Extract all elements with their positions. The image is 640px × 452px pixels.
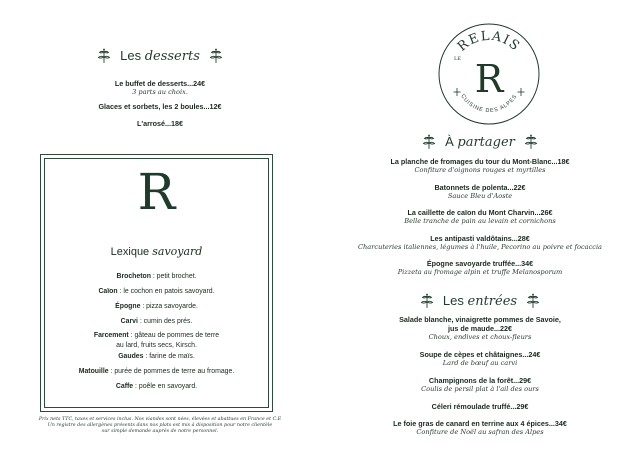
entree-item <box>320 315 640 342</box>
item-name: Soupe de cèpes et châtaignes...24€ <box>419 350 541 359</box>
entree-item <box>320 350 640 368</box>
lexique-entry: Caïon : le cochon en patois savoyard. <box>98 288 215 295</box>
lexique-logo-letter: R <box>137 163 176 221</box>
logo-letter: R <box>474 57 504 101</box>
item-name: Céleri rémoulade truffé...29€ <box>431 402 529 411</box>
item-desc: Sauce Bleu d'Aoste <box>447 192 513 200</box>
item-desc: Confiture de Noël au safran des Alpes <box>416 428 544 436</box>
sprig-icon <box>208 48 224 64</box>
item-name: La caillette de caïon du Mont Charvin...26€ <box>407 208 553 217</box>
item-desc: Confiture d'oignons rouges et myrtilles <box>414 166 546 174</box>
dessert-desc: 3 parts au choix. <box>132 88 188 96</box>
item-name: Champignons de la forêt...29€ <box>428 376 532 385</box>
partager-title: À partager <box>445 134 515 150</box>
footnote-line: Un registre des allergènes présents dans nos plats est mis à disposition pour notre clientèle <box>47 423 273 428</box>
lexique-title: Lexique savoyard <box>110 245 203 258</box>
lexique-box <box>40 154 273 412</box>
logo-small-text: LE <box>454 56 461 62</box>
item-name: Épogne savoyarde truffée...34€ <box>426 259 534 268</box>
item-desc: Lard de bœuf au carvi <box>442 359 518 367</box>
sprig-icon <box>419 293 435 309</box>
item-desc: Charcuteries italiennes, légumes à l'huile, Pecorino au poivre et focaccia <box>358 243 602 251</box>
dessert-item <box>0 102 320 111</box>
lexique-entry: Brocheton : petit brochet. <box>116 273 197 280</box>
right-page <box>320 0 640 452</box>
desserts-title: Les desserts <box>120 48 200 64</box>
sprig-icon <box>523 134 539 150</box>
item-name: Salade blanche, vinaigrette pommes de Savoie, <box>399 315 561 324</box>
lexique-entry: Gaudes : farine de maïs. <box>118 353 195 360</box>
relais-logo <box>437 22 541 126</box>
item-desc: Pizzeta au fromage alpin et truffe Melanosporum <box>397 268 563 276</box>
lexique-entry: Matouille : purée de pommes de terre au fromage. <box>78 368 235 375</box>
sprig-icon <box>525 293 541 309</box>
sprig-icon <box>421 134 437 150</box>
lexique-entry: Épogne : pizza savoyarde. <box>115 303 198 310</box>
entree-item <box>320 419 640 437</box>
dessert-name: Glaces et sorbets, les 2 boules...12€ <box>98 102 222 111</box>
item-name: Les antipasti valdôtains...28€ <box>430 234 530 243</box>
entree-item <box>320 402 640 411</box>
partager-item <box>320 208 640 226</box>
item-name: Batonnets de polenta...22€ <box>434 183 526 192</box>
logo-bottom-text: CUISINE DES ALPES <box>459 93 519 115</box>
partager-item <box>320 234 640 252</box>
logo-top-text: RELAIS <box>454 28 524 55</box>
partager-item <box>320 259 640 277</box>
dessert-item <box>0 119 320 128</box>
footnote <box>30 417 290 435</box>
desserts-heading <box>0 48 320 64</box>
lexique-entry: Farcement : gâteau de pommes de terre au lard, fruits secs, Kirsch. <box>93 332 220 349</box>
item-desc: Choux, endives et choux-fleurs <box>428 333 532 341</box>
dessert-name: L'arrosé...18€ <box>136 119 184 128</box>
lexique-entry: Carvi : cumin des prés. <box>120 318 193 325</box>
footnote-line: Prix nets TTC, taxes et services inclus. Nos viandes sont nées, élevées et abattues en France et C.E <box>38 417 282 422</box>
entree-item <box>320 376 640 394</box>
item-name: La planche de fromages du tour du Mont-Blanc...18€ <box>390 157 570 166</box>
item-name-line2: jus de maude...22€ <box>448 324 512 333</box>
dessert-item <box>0 79 320 97</box>
entrees-heading <box>320 293 640 309</box>
partager-heading <box>320 134 640 150</box>
sprig-icon <box>96 48 112 64</box>
partager-item <box>320 183 640 201</box>
partager-item <box>320 157 640 175</box>
entrees-title: Les entrées <box>442 293 518 309</box>
footnote-line: sur simple demande auprès de notre personnel. <box>101 429 219 434</box>
dessert-name: Le buffet de desserts...24€ <box>114 79 206 88</box>
lexique-entry: Caffe : poêle en savoyard. <box>115 383 198 390</box>
item-desc: Belle tranche de pain au levain et cornichons <box>404 217 556 225</box>
item-desc: Coulis de persil plat à l'ail des ours <box>421 385 539 393</box>
item-name: Le foie gras de canard en terrine aux 4 épices...34€ <box>393 419 567 428</box>
